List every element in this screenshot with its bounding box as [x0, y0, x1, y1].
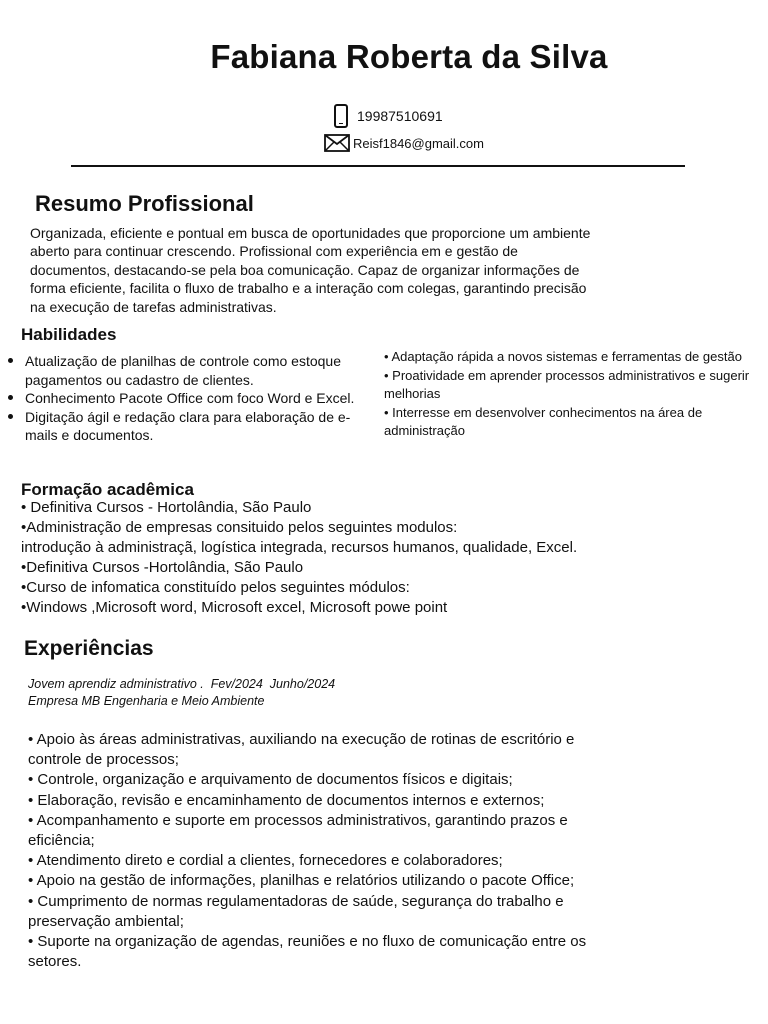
education-line: •Curso de infomatica constituído pelos seguintes módulos: — [21, 579, 410, 596]
duty-line: • Cumprimento de normas regulamentadoras de saúde, segurança do trabalho e — [28, 892, 564, 910]
skill-item: • Proatividade em aprender processos administrativos e sugerir melhorias — [384, 367, 750, 401]
duty-line: controle de processos; — [28, 751, 179, 769]
duty-line: • Apoio na gestão de informações, planilhas e relatórios utilizando o pacote Office; — [28, 872, 575, 890]
experience-company: Empresa MB Engenharia e Meio Ambiente — [28, 694, 265, 708]
phone-number: 19987510691 — [357, 108, 443, 124]
summary-line: forma eficiente, facilita o fluxo de trabalho e a interação com colegas, garantindo precisão — [30, 280, 587, 297]
duty-line: eficiência; — [28, 832, 95, 850]
education-line: introdução à administraçã, logística integrada, recursos humanos, qualidade, Excel. — [21, 539, 578, 556]
skills-title: Habilidades — [21, 325, 117, 344]
duty-line: • Elaboração, revisão e encaminhamento de documentos internos e externos; — [28, 791, 545, 809]
skill-item: Atualização de planilhas de controle como estoque pagamentos ou cadastro de clientes. — [8, 352, 378, 389]
skill-item: • Interresse em desenvolver conhecimentos na área de administração — [384, 404, 703, 438]
skill-item: Conhecimento Pacote Office com foco Word e Excel. — [8, 389, 378, 408]
duty-line: • Controle, organização e arquivamento de documentos físicos e digitais; — [28, 771, 513, 789]
candidate-name: Fabiana Roberta da Silva — [210, 38, 608, 75]
duty-line: • Apoio às áreas administrativas, auxiliando na execução de rotinas de escritório e — [28, 731, 575, 748]
education-title: Formação acadêmica — [21, 480, 194, 499]
skill-item: Digitação ágil e redação clara para elaboração de e-mails e documentos. — [8, 408, 378, 445]
summary-line: na execução de tarefas administrativas. — [30, 298, 277, 315]
skills-list-right — [384, 348, 764, 441]
skills-list-left — [8, 352, 378, 445]
experience-duties — [28, 730, 718, 972]
email-address: Reisf1846@gmail.com — [353, 135, 484, 151]
summary-line: documentos, destacando-se pela boa comunicação. Capaz de organizar informações de — [30, 261, 580, 278]
education-line: •Definitiva Cursos -Hortolândia, São Paulo — [21, 559, 304, 576]
duty-line: • Atendimento direto e cordial a clientes, fornecedores e colaboradores; — [28, 852, 503, 870]
experience-title: Experiências — [24, 637, 154, 660]
summary-title: Resumo Profissional — [35, 191, 254, 216]
duty-line: setores. — [28, 953, 82, 971]
education-line: • Definitiva Cursos - Hortolândia, São Paulo — [21, 499, 312, 516]
phone-row — [334, 103, 443, 129]
email-row — [324, 133, 484, 153]
experience-meta — [28, 676, 335, 710]
header-divider — [71, 165, 685, 167]
summary-line: Organizada, eficiente e pontual em busca de oportunidades que proporcione um ambiente — [30, 225, 591, 241]
summary-text — [30, 224, 670, 316]
duty-line: • Suporte na organização de agendas, reuniões e no fluxo de comunicação entre os — [28, 933, 587, 951]
skill-item: • Adaptação rápida a novos sistemas e ferramentas de gestão — [384, 349, 742, 364]
duty-line: • Acompanhamento e suporte em processos administrativos, garantindo prazos e — [28, 811, 568, 829]
education-line: •Windows ,Microsoft word, Microsoft excel, Microsoft powe point — [21, 599, 448, 616]
education-line: •Administração de empresas consituido pelos seguintes modulos: — [21, 519, 458, 536]
experience-role: Jovem aprendiz administrativo . Fev/2024 Junho/2024 — [28, 677, 336, 691]
education-list — [21, 498, 577, 618]
duty-line: preservação ambiental; — [28, 912, 184, 930]
summary-line: aberto para continuar crescendo. Profissional com experiência em e gestão de — [30, 243, 518, 260]
phone-icon — [334, 104, 348, 128]
envelope-icon — [324, 134, 350, 152]
